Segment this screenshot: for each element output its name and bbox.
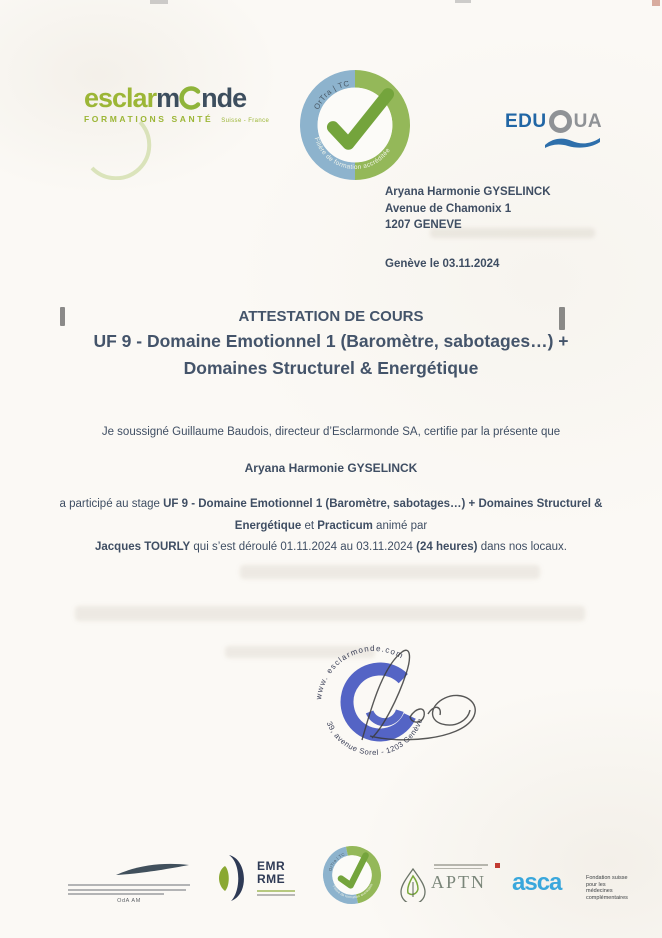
company-stamp [310, 622, 530, 792]
bleed-through-smudge [75, 606, 585, 621]
aptn-fineprint [434, 864, 490, 871]
aptn-label: APTN [431, 872, 487, 892]
aptn-drop-icon [398, 868, 428, 902]
recipient-street: Avenue de Chamonix 1 [385, 202, 512, 215]
ortra-accreditation-badge-small [318, 841, 387, 910]
title-line-3: Domaines Structurel & Energétique [183, 358, 479, 378]
eduqua-ua-text: UA [573, 110, 603, 132]
rme-label: RME [257, 871, 286, 886]
eduqua-q-icon [549, 110, 572, 133]
oda-swoosh-icon [116, 862, 190, 878]
swiss-flag-icon [495, 863, 500, 868]
wordmark-part: esclar [84, 83, 157, 113]
oda-fineprint [68, 884, 192, 898]
paragraph-segment: dans nos locaux. [477, 541, 568, 553]
course-paragraph [51, 494, 611, 559]
stamp-e-icon [342, 665, 413, 740]
date-line: Genève le 03.11.2024 [385, 258, 500, 270]
instructor-name: Jacques TOURLY [94, 541, 191, 553]
asca-label: asca [512, 869, 562, 896]
badge-top-text: OrTra | TC [311, 78, 351, 111]
scan-mark [455, 0, 471, 3]
emr-symbol-icon [213, 854, 251, 902]
wordmark-part: nde [201, 83, 247, 113]
asca-logo [512, 869, 628, 901]
course-name: UF 9 - Domaine Emotionnel 1 (Baromètre, sabotages…) + Domaines Structurel & Energétique [163, 498, 603, 532]
stamp-url-text: www. esclarmonde.com [314, 643, 406, 701]
asca-caption-line: pour les médecines [586, 881, 613, 894]
esclarmonde-swirl-icon [62, 110, 152, 180]
esclarmonde-o-icon [178, 86, 202, 110]
recipient-name: Aryana Harmonie GYSELINCK [385, 186, 551, 198]
paragraph-segment: animé par [372, 519, 428, 532]
scan-mark [652, 0, 660, 6]
course-hours: (24 heures) [416, 541, 478, 553]
wordmark-part: m [156, 83, 180, 113]
practicum-label: Practicum [317, 519, 373, 532]
badge-top-text: OrTra | TC [327, 851, 346, 872]
paragraph-segment: a participé au stage [59, 498, 164, 510]
course-dates: qui s’est déroulé 01.11.2024 au 03.11.2024 [190, 541, 417, 553]
badge-bottom-text: Filière de formation accréditée [331, 882, 374, 900]
esclarmonde-wordmark [84, 84, 274, 112]
stamp-address-text: 39, avenue Sorel - 1203 Genève [324, 716, 425, 758]
participant-name: Aryana Harmonie GYSELINCK [244, 461, 418, 475]
esclarmonde-subtitle: FORMATIONS SANTÉ [84, 114, 214, 124]
recipient-address [385, 184, 551, 234]
asca-caption-line: complémentaires [586, 894, 628, 901]
scan-mark [150, 0, 168, 4]
oda-caption: OdA AM [117, 898, 141, 904]
bleed-through-smudge [240, 565, 540, 579]
eduqua-logo [505, 110, 630, 160]
certificate-title [0, 306, 662, 382]
title-line-2: UF 9 - Domaine Emotionnel 1 (Baromètre, sabotages…) + [93, 331, 569, 351]
emr-label: EMR [257, 859, 286, 873]
paragraph-segment: et [301, 519, 318, 532]
esclarmonde-region: Suisse - France [221, 118, 270, 124]
asca-caption-line: Fondation suisse [586, 875, 628, 881]
intro-line: Je soussigné Guillaume Baudois, directeur d’Esclarmonde SA, certifie par la présente que [101, 426, 561, 438]
title-line-1: ATTESTATION DE COURS [238, 308, 424, 325]
esclarmonde-logo [84, 84, 274, 124]
badge-bottom-text: Filière de formation accréditée [312, 136, 392, 172]
emr-rme-logo [213, 854, 286, 907]
ortra-accreditation-badge [300, 70, 410, 180]
eduqua-edu-text: EDU [505, 110, 547, 132]
eduqua-wave-icon [545, 136, 600, 149]
asca-caption [586, 875, 628, 901]
emr-fineprint [257, 890, 295, 896]
recipient-city: 1207 GENEVE [385, 219, 462, 231]
